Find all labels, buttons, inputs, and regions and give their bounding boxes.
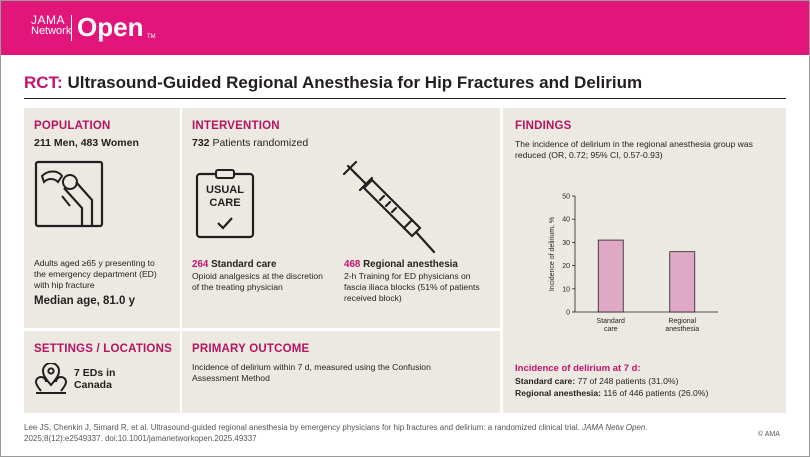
- bar-regional-anesthesia: [670, 252, 695, 312]
- population-desc-line: with hip fracture: [34, 280, 95, 290]
- x-category-label: care: [603, 326, 618, 333]
- y-axis-title: Incidence of delirium, %: [549, 216, 556, 292]
- standard-care-block: [192, 259, 342, 293]
- title-prefix: RCT:: [24, 73, 63, 92]
- population-desc: [34, 258, 157, 291]
- copyright: © AMA: [758, 431, 780, 438]
- population-heading: POPULATION: [34, 120, 111, 132]
- standard-care-title: [192, 259, 342, 271]
- regional-anesthesia-desc-line: received block): [344, 293, 402, 303]
- y-tick-label: 30: [562, 239, 570, 247]
- regional-anesthesia-desc-line: 2-h Training for ED physicians on: [344, 271, 471, 281]
- brand-wordmark: Open: [77, 12, 144, 42]
- title-rule: [24, 98, 786, 99]
- syringe-icon: [342, 160, 438, 256]
- brand-line2: Network: [31, 25, 72, 37]
- x-category-label: anesthesia: [665, 326, 700, 333]
- brand-divider: [71, 15, 72, 41]
- settings-panel: [24, 331, 180, 413]
- population-counts: 211 Men, 483 Women: [34, 137, 139, 149]
- y-tick-label: 0: [566, 309, 570, 317]
- usual-care-line: USUAL: [206, 184, 244, 196]
- citation-authors: Lee JS, Chenkin J, Simard R, et al. Ultrasound-guided regional anesthesia by emergency physicians for hip fractures and delirium: a randomized clinical trial.: [24, 423, 580, 432]
- regional-anesthesia-desc-line: fascia iliaca blocks (51% of patients: [344, 282, 480, 292]
- y-tick-label: 40: [562, 216, 570, 224]
- brand-tm: TM: [147, 34, 156, 40]
- summary-title-text: Incidence of delirium at 7 d:: [515, 363, 641, 374]
- title-text: Ultrasound-Guided Regional Anesthesia for Hip Fractures and Delirium: [67, 73, 643, 92]
- findings-desc-line: The incidence of delirium in the regional anesthesia group was: [515, 139, 753, 149]
- primary-outcome-desc: [192, 362, 431, 384]
- population-panel: [24, 108, 180, 328]
- brand-line1: JAMA: [31, 13, 66, 27]
- standard-care-n: 264: [192, 259, 209, 270]
- hip-bone-icon: [34, 160, 106, 230]
- primary-outcome-heading: PRIMARY OUTCOME: [192, 343, 310, 355]
- population-desc-line: Adults aged ≥65 y presenting to: [34, 258, 155, 268]
- findings-summary-title: [515, 363, 641, 375]
- summary-row-label: Standard care:: [515, 376, 576, 386]
- regional-anesthesia-block: [344, 259, 494, 304]
- primary-outcome-panel: [182, 331, 500, 413]
- location-pins-icon: [34, 363, 68, 395]
- standard-care-label: Standard care: [211, 259, 277, 270]
- randomized-count: 732: [192, 137, 210, 149]
- x-category-label: Standard: [596, 318, 625, 325]
- citation-journal: JAMA Netw Open: [582, 423, 646, 432]
- summary-row-label: Regional anesthesia:: [515, 388, 601, 398]
- standard-care-desc-line: Opioid analgesics at the discretion: [192, 271, 323, 281]
- y-tick-label: 20: [562, 263, 570, 271]
- population-median: Median age, 81.0 y: [34, 295, 135, 307]
- settings-value-line: 7 EDs in: [74, 367, 116, 379]
- page-title: [24, 73, 642, 93]
- summary-row-regional: [515, 388, 708, 399]
- bar-standard-care: [598, 240, 623, 312]
- randomized-label: Patients randomized: [212, 137, 309, 149]
- brand-header: [1, 1, 809, 55]
- settings-heading: SETTINGS / LOCATIONS: [34, 343, 172, 355]
- regional-anesthesia-n: 468: [344, 259, 361, 270]
- intervention-panel: [182, 108, 500, 328]
- usual-care-text: [194, 184, 256, 210]
- findings-desc: [515, 139, 753, 161]
- findings-panel: [503, 108, 786, 413]
- citation: Lee JS, Chenkin J, Simard R, et al. Ultrasound-guided regional anesthesia by emergency physicians for hip fractures and delirium: a randomized clinical trial. JAMA Netw Open. 2025;8(12):e2549337. doi:10.1001/jamanetworkopen.2025.49337: [24, 423, 648, 443]
- primary-outcome-desc-line: Assessment Method: [192, 373, 270, 383]
- usual-care-line: CARE: [209, 197, 241, 209]
- brand-logo-text: [31, 15, 71, 37]
- randomized-line: [192, 137, 308, 150]
- summary-row-value: 77 of 248 patients (31.0%): [577, 376, 679, 386]
- clipboard-icon: [194, 168, 256, 240]
- findings-desc-line: reduced (OR, 0.72; 95% CI, 0.57-0.93): [515, 150, 663, 160]
- y-tick-label: 10: [562, 286, 570, 294]
- settings-value: [74, 367, 115, 391]
- population-desc-line: the emergency department (ED): [34, 269, 157, 279]
- y-tick-label: 50: [562, 193, 570, 201]
- delirium-bar-chart: [503, 186, 786, 356]
- standard-care-desc-line: of the treating physician: [192, 282, 283, 292]
- intervention-heading: INTERVENTION: [192, 120, 280, 132]
- regional-anesthesia-title: [344, 259, 494, 271]
- findings-heading: FINDINGS: [515, 120, 572, 132]
- settings-value-line: Canada: [74, 379, 112, 391]
- regional-anesthesia-label: Regional anesthesia: [363, 259, 458, 270]
- primary-outcome-desc-line: Incidence of delirium within 7 d, measured using the Confusion: [192, 362, 431, 372]
- summary-row-standard: [515, 376, 678, 387]
- summary-row-value: 116 of 446 patients (26.0%): [603, 388, 709, 398]
- citation-doi: 2025;8(12):e2549337. doi:10.1001/jamanetworkopen.2025.49337: [24, 434, 257, 443]
- x-category-label: Regional: [668, 318, 697, 325]
